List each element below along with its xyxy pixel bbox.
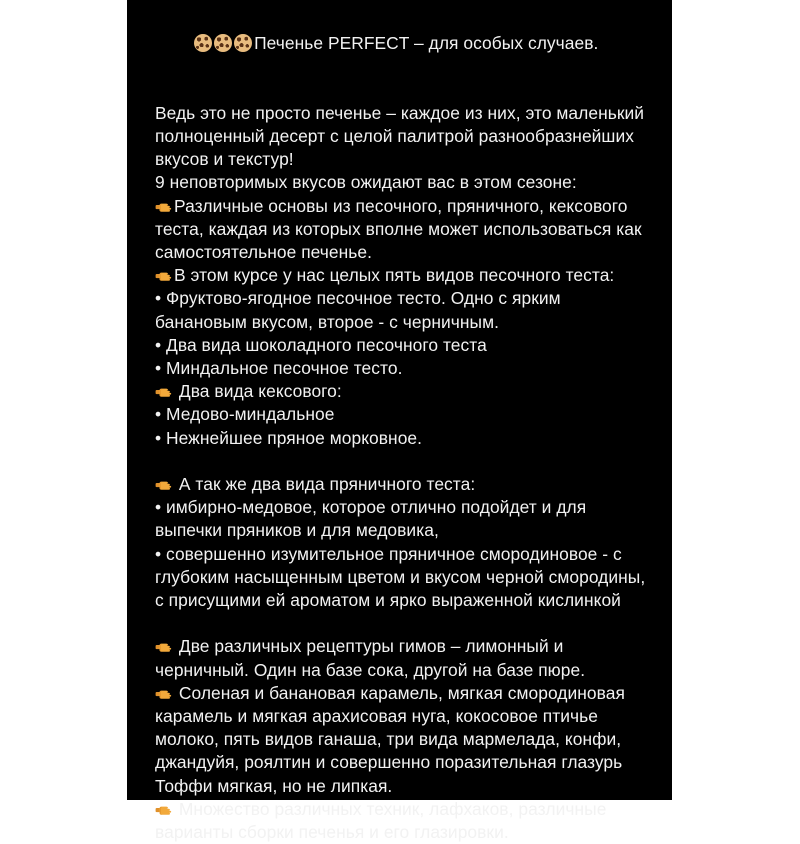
paragraph-text: • Нежнейшее пряное морковное. (155, 427, 423, 448)
post-paragraph (155, 357, 646, 380)
pointing-hand-icon (155, 686, 174, 702)
pointing-hand-icon (155, 639, 174, 655)
paragraph-text: Ведь это не просто печенье – каждое из них, это маленький полноценный десерт с целой палитрой разнообразнейших вкусов и текстур! (155, 102, 649, 170)
paragraph-text: А так же два вида пряничного теста: (174, 474, 476, 495)
paragraph-text: Соленая и банановая карамель, мягкая смородиновая карамель и мягкая арахисовая нуга, кокосовое птичье молоко, пять видов ганаша, три вида мармелада, конфи, джандуйя, роялтин и совершенно поразительная глазурь Тоффи мягкая, но не липкая. (155, 682, 630, 796)
paragraph-text: В этом курсе у нас целых пять видов песочного теста: (174, 265, 615, 286)
post-paragraph-list (155, 102, 651, 844)
post-paragraph (155, 682, 646, 798)
post-paragraph (155, 543, 651, 613)
paragraph-text: • Фруктово-ягодное песочное тесто. Одно с ярким банановым вкусом, второе - с черничным. (155, 288, 566, 332)
paragraph-text: • имбирно-медовое, которое отлично подойдет и для выпечки пряников и для медовика, (155, 497, 592, 541)
paragraph-text: • Два вида шоколадного песочного теста (155, 334, 487, 355)
pointing-hand-icon (155, 802, 174, 818)
paragraph-text: • совершенно изумительное пряничное смородиновое - с глубоким насыщенным цветом и вкусом черной смородины, с присущими ей ароматом и ярко выраженной кислинкой (155, 543, 651, 611)
pointing-hand-icon (155, 477, 174, 493)
post-paragraph (155, 403, 646, 426)
pointing-hand-icon (155, 199, 174, 215)
post-panel (127, 0, 672, 843)
paragraph-text: Различные основы из песочного, пряничного, кексового теста, каждая из которых вполне может использоваться как самостоятельное печенье. (155, 195, 647, 263)
paragraph-text: 9 неповторимых вкусов ожидают вас в этом сезоне: (155, 172, 577, 193)
paragraph-text: • Медово-миндальное (155, 404, 335, 425)
post-paragraph (155, 798, 646, 844)
paragraph-text: Два вида кексового: (174, 381, 342, 402)
cookie-icon (234, 34, 252, 52)
post-paragraph (155, 287, 646, 333)
post-paragraph (155, 264, 646, 287)
cookie-icon (194, 34, 212, 52)
post-title-line (155, 9, 646, 79)
post-paragraph (155, 334, 646, 357)
post-title: Печенье PERFECT – для особых случаев. (254, 33, 599, 54)
post-paragraph (155, 171, 646, 194)
post-paragraph (155, 102, 649, 172)
paragraph-text: Множество различных техник, лафхаков, различные варианты сборки печенья и его глазировки. (155, 798, 612, 843)
pointing-hand-icon (155, 268, 174, 284)
pointing-hand-icon (155, 384, 174, 400)
post-paragraph (155, 473, 646, 496)
post-paragraph (155, 380, 646, 403)
paragraph-text: • Миндальное песочное тесто. (155, 358, 403, 379)
paragraph-text: Две различных рецептуры гимов – лимонный и черничный. Один на базе сока, другой на базе пюре. (155, 636, 586, 680)
post-paragraph (155, 635, 646, 681)
post-paragraph (155, 496, 646, 542)
post-paragraph (155, 195, 646, 265)
post-paragraph (155, 427, 646, 450)
post-text-body (155, 9, 651, 844)
cookie-icon (214, 34, 232, 52)
